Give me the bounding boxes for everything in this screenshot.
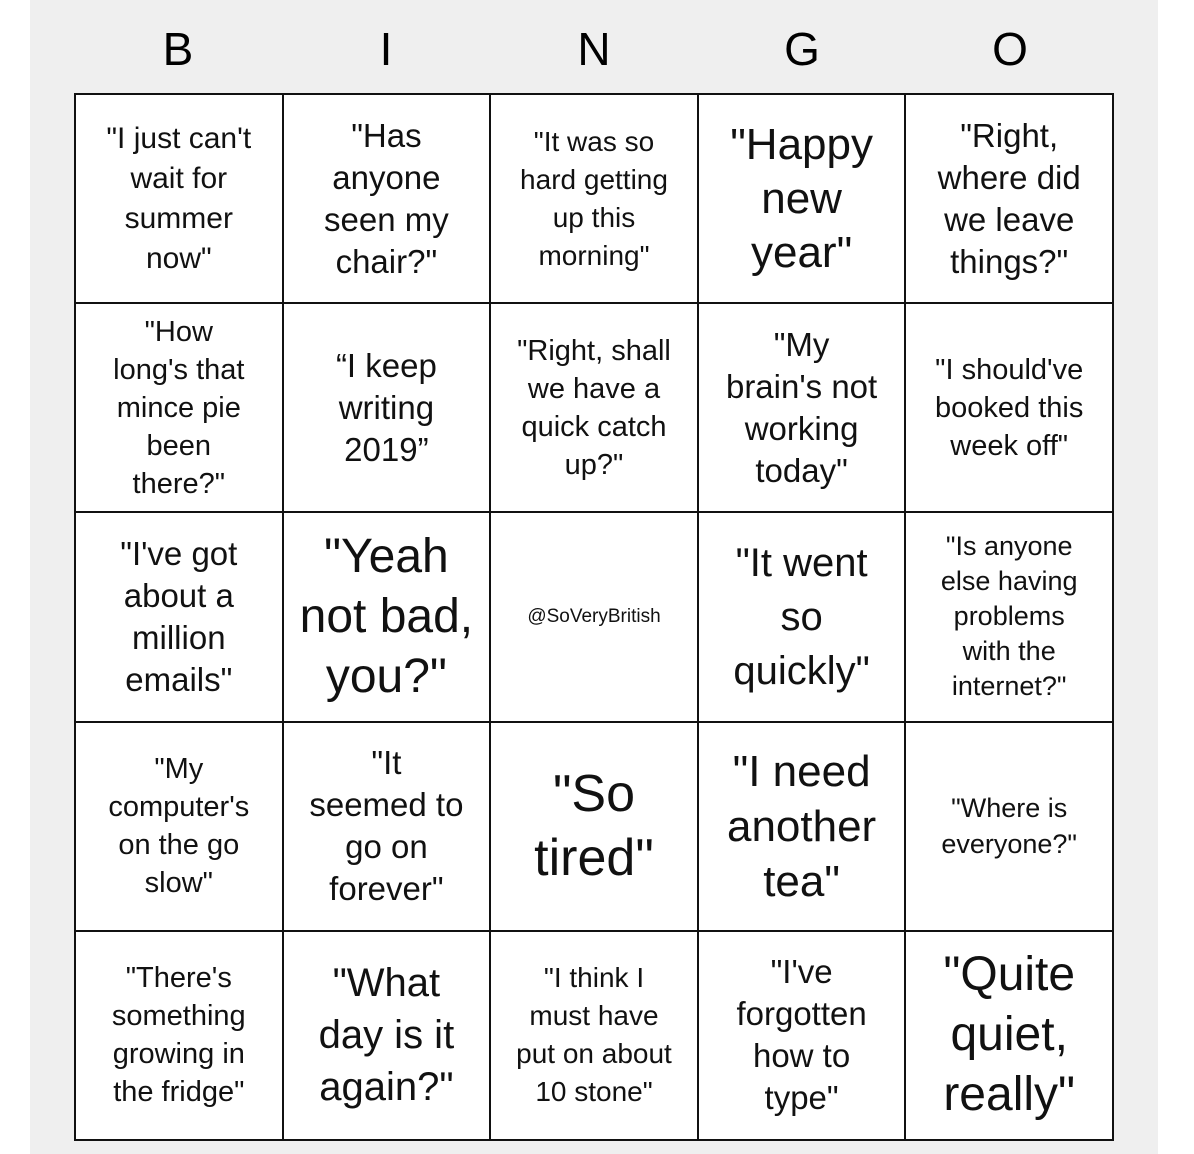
- bingo-cell: "It seemed to go on forever": [284, 723, 492, 932]
- bingo-cell: "Quite quiet, really": [906, 932, 1114, 1141]
- bingo-cell: "I've forgotten how to type": [699, 932, 907, 1141]
- bingo-cell: "My brain's not working today": [699, 304, 907, 513]
- bingo-cell: "Yeah not bad, you?": [284, 513, 492, 722]
- bingo-cell: "Has anyone seen my chair?": [284, 95, 492, 304]
- bingo-cell: "I've got about a million emails": [76, 513, 284, 722]
- header-letter-b: B: [162, 23, 194, 75]
- bingo-cell-free-space: @SoVeryBritish: [491, 513, 699, 722]
- bingo-cell: "How long's that mince pie been there?": [76, 304, 284, 513]
- bingo-cell: "Happy new year": [699, 95, 907, 304]
- bingo-cell: "It was so hard getting up this morning": [491, 95, 699, 304]
- bingo-cell: "There's something growing in the fridge": [76, 932, 284, 1141]
- header-letter-o: O: [992, 23, 1028, 75]
- bingo-cell: "Right, shall we have a quick catch up?": [491, 304, 699, 513]
- bingo-cell: “I keep writing 2019”: [284, 304, 492, 513]
- bingo-cell: "My computer's on the go slow": [76, 723, 284, 932]
- header-letter-i: I: [379, 23, 393, 75]
- bingo-cell: "So tired": [491, 723, 699, 932]
- bingo-cell: "I should've booked this week off": [906, 304, 1114, 513]
- bingo-cell: "What day is it again?": [284, 932, 492, 1141]
- bingo-cell: "I think I must have put on about 10 stone": [491, 932, 699, 1141]
- bingo-cell: "Where is everyone?": [906, 723, 1114, 932]
- bingo-cell: "I just can't wait for summer now": [76, 95, 284, 304]
- bingo-header: [74, 18, 1114, 80]
- header-letter-g: G: [784, 23, 820, 75]
- bingo-cell: "Is anyone else having problems with the internet?": [906, 513, 1114, 722]
- bingo-cell: "I need another tea": [699, 723, 907, 932]
- bingo-cell: "Right, where did we leave things?": [906, 95, 1114, 304]
- bingo-grid: [74, 93, 1114, 1141]
- header-letter-n: N: [577, 23, 611, 75]
- bingo-cell: "It went so quickly": [699, 513, 907, 722]
